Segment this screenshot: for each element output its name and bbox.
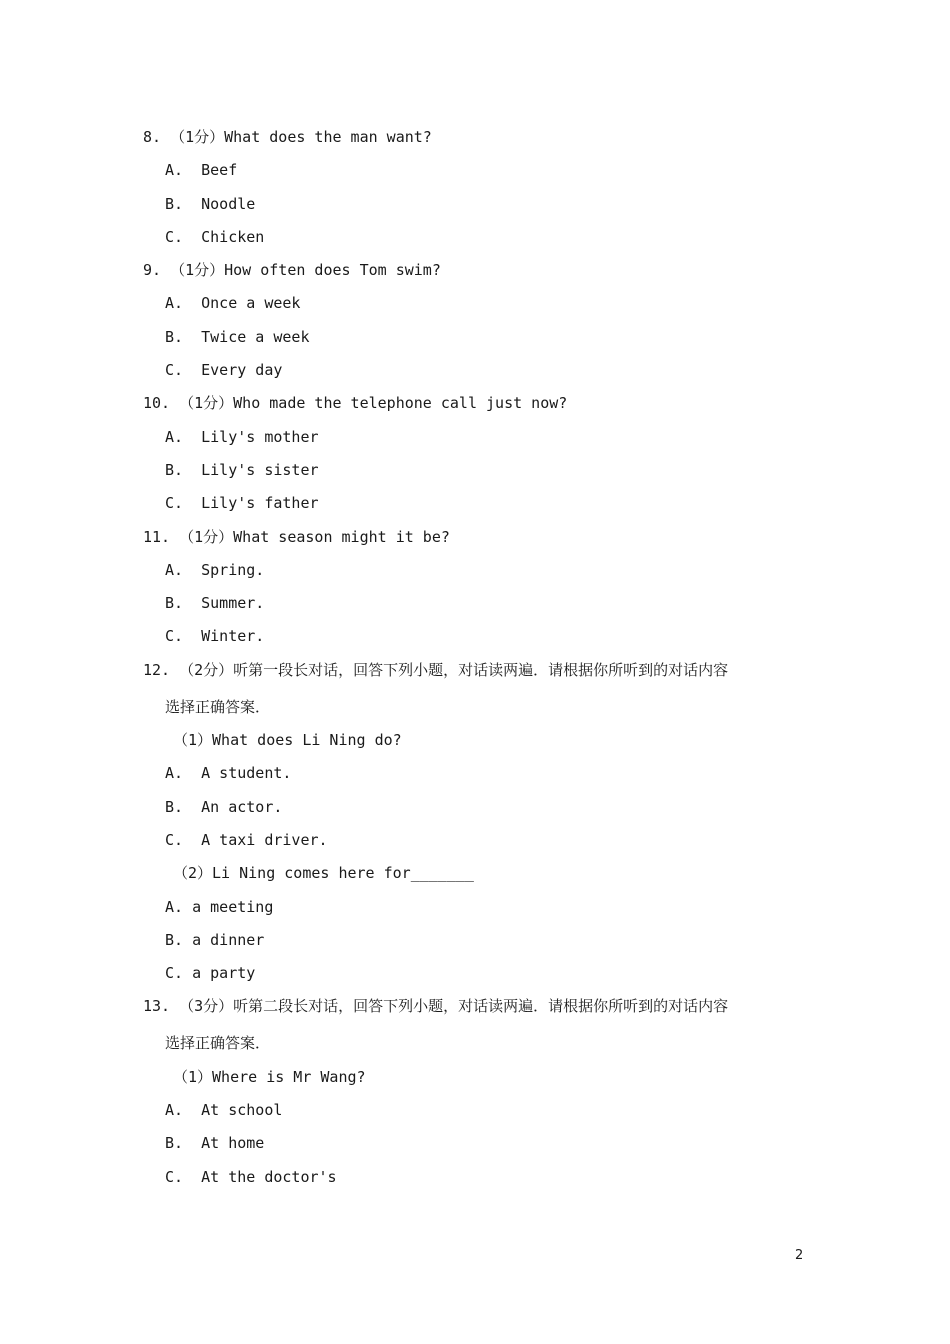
option-a: A. A student.	[165, 764, 292, 783]
option-c: C. Lily's father	[165, 494, 319, 513]
question-stem: 9. （1分）How often does Tom swim?	[143, 261, 441, 280]
option-c: C. Chicken	[165, 227, 265, 246]
option-b: B. Twice a week	[165, 327, 310, 346]
question-list	[143, 126, 823, 1199]
option-b: B. a dinner	[165, 930, 265, 949]
question-stem: 13. （3分）听第二段长对话，回答下列小题，对话读两遍．请根据你所听到的对话内容	[143, 997, 729, 1016]
option-a: A. Once a week	[165, 294, 301, 313]
option-a: A. a meeting	[165, 897, 274, 916]
page-number: 2	[795, 1248, 804, 1263]
option-c: C. Winter.	[165, 627, 265, 646]
sub-question-stem: （2）Li Ning comes here for_______	[173, 864, 474, 883]
question-stem: 8. （1分）What does the man want?	[143, 128, 432, 146]
question-stem-continued: 选择正确答案．	[165, 697, 271, 716]
option-c: C. Every day	[165, 361, 283, 380]
option-b: B. Summer.	[165, 594, 265, 613]
option-c: C. At the doctor's	[165, 1167, 337, 1186]
option-a: A. Spring.	[165, 560, 265, 579]
question-stem: 12. （2分）听第一段长对话，回答下列小题，对话读两遍．请根据你所听到的对话内容	[143, 660, 729, 679]
option-a: A. Beef	[165, 161, 238, 180]
option-c: C. A taxi driver.	[165, 830, 328, 849]
sub-question-stem: （1）Where is Mr Wang?	[173, 1067, 366, 1086]
question-stem-continued: 选择正确答案．	[165, 1034, 271, 1053]
question-stem: 11. （1分）What season might it be?	[143, 527, 450, 546]
question-stem: 10. （1分）Who made the telephone call just now?	[143, 394, 568, 413]
sub-question-stem: （1）What does Li Ning do?	[173, 731, 402, 750]
option-a: A. At school	[165, 1101, 283, 1120]
option-b: B. At home	[165, 1134, 265, 1153]
option-b: B. An actor.	[165, 797, 283, 816]
option-c: C. a party	[165, 964, 256, 983]
option-a: A. Lily's mother	[165, 427, 319, 446]
option-b: B. Lily's sister	[165, 460, 319, 479]
option-b: B. Noodle	[165, 194, 256, 213]
